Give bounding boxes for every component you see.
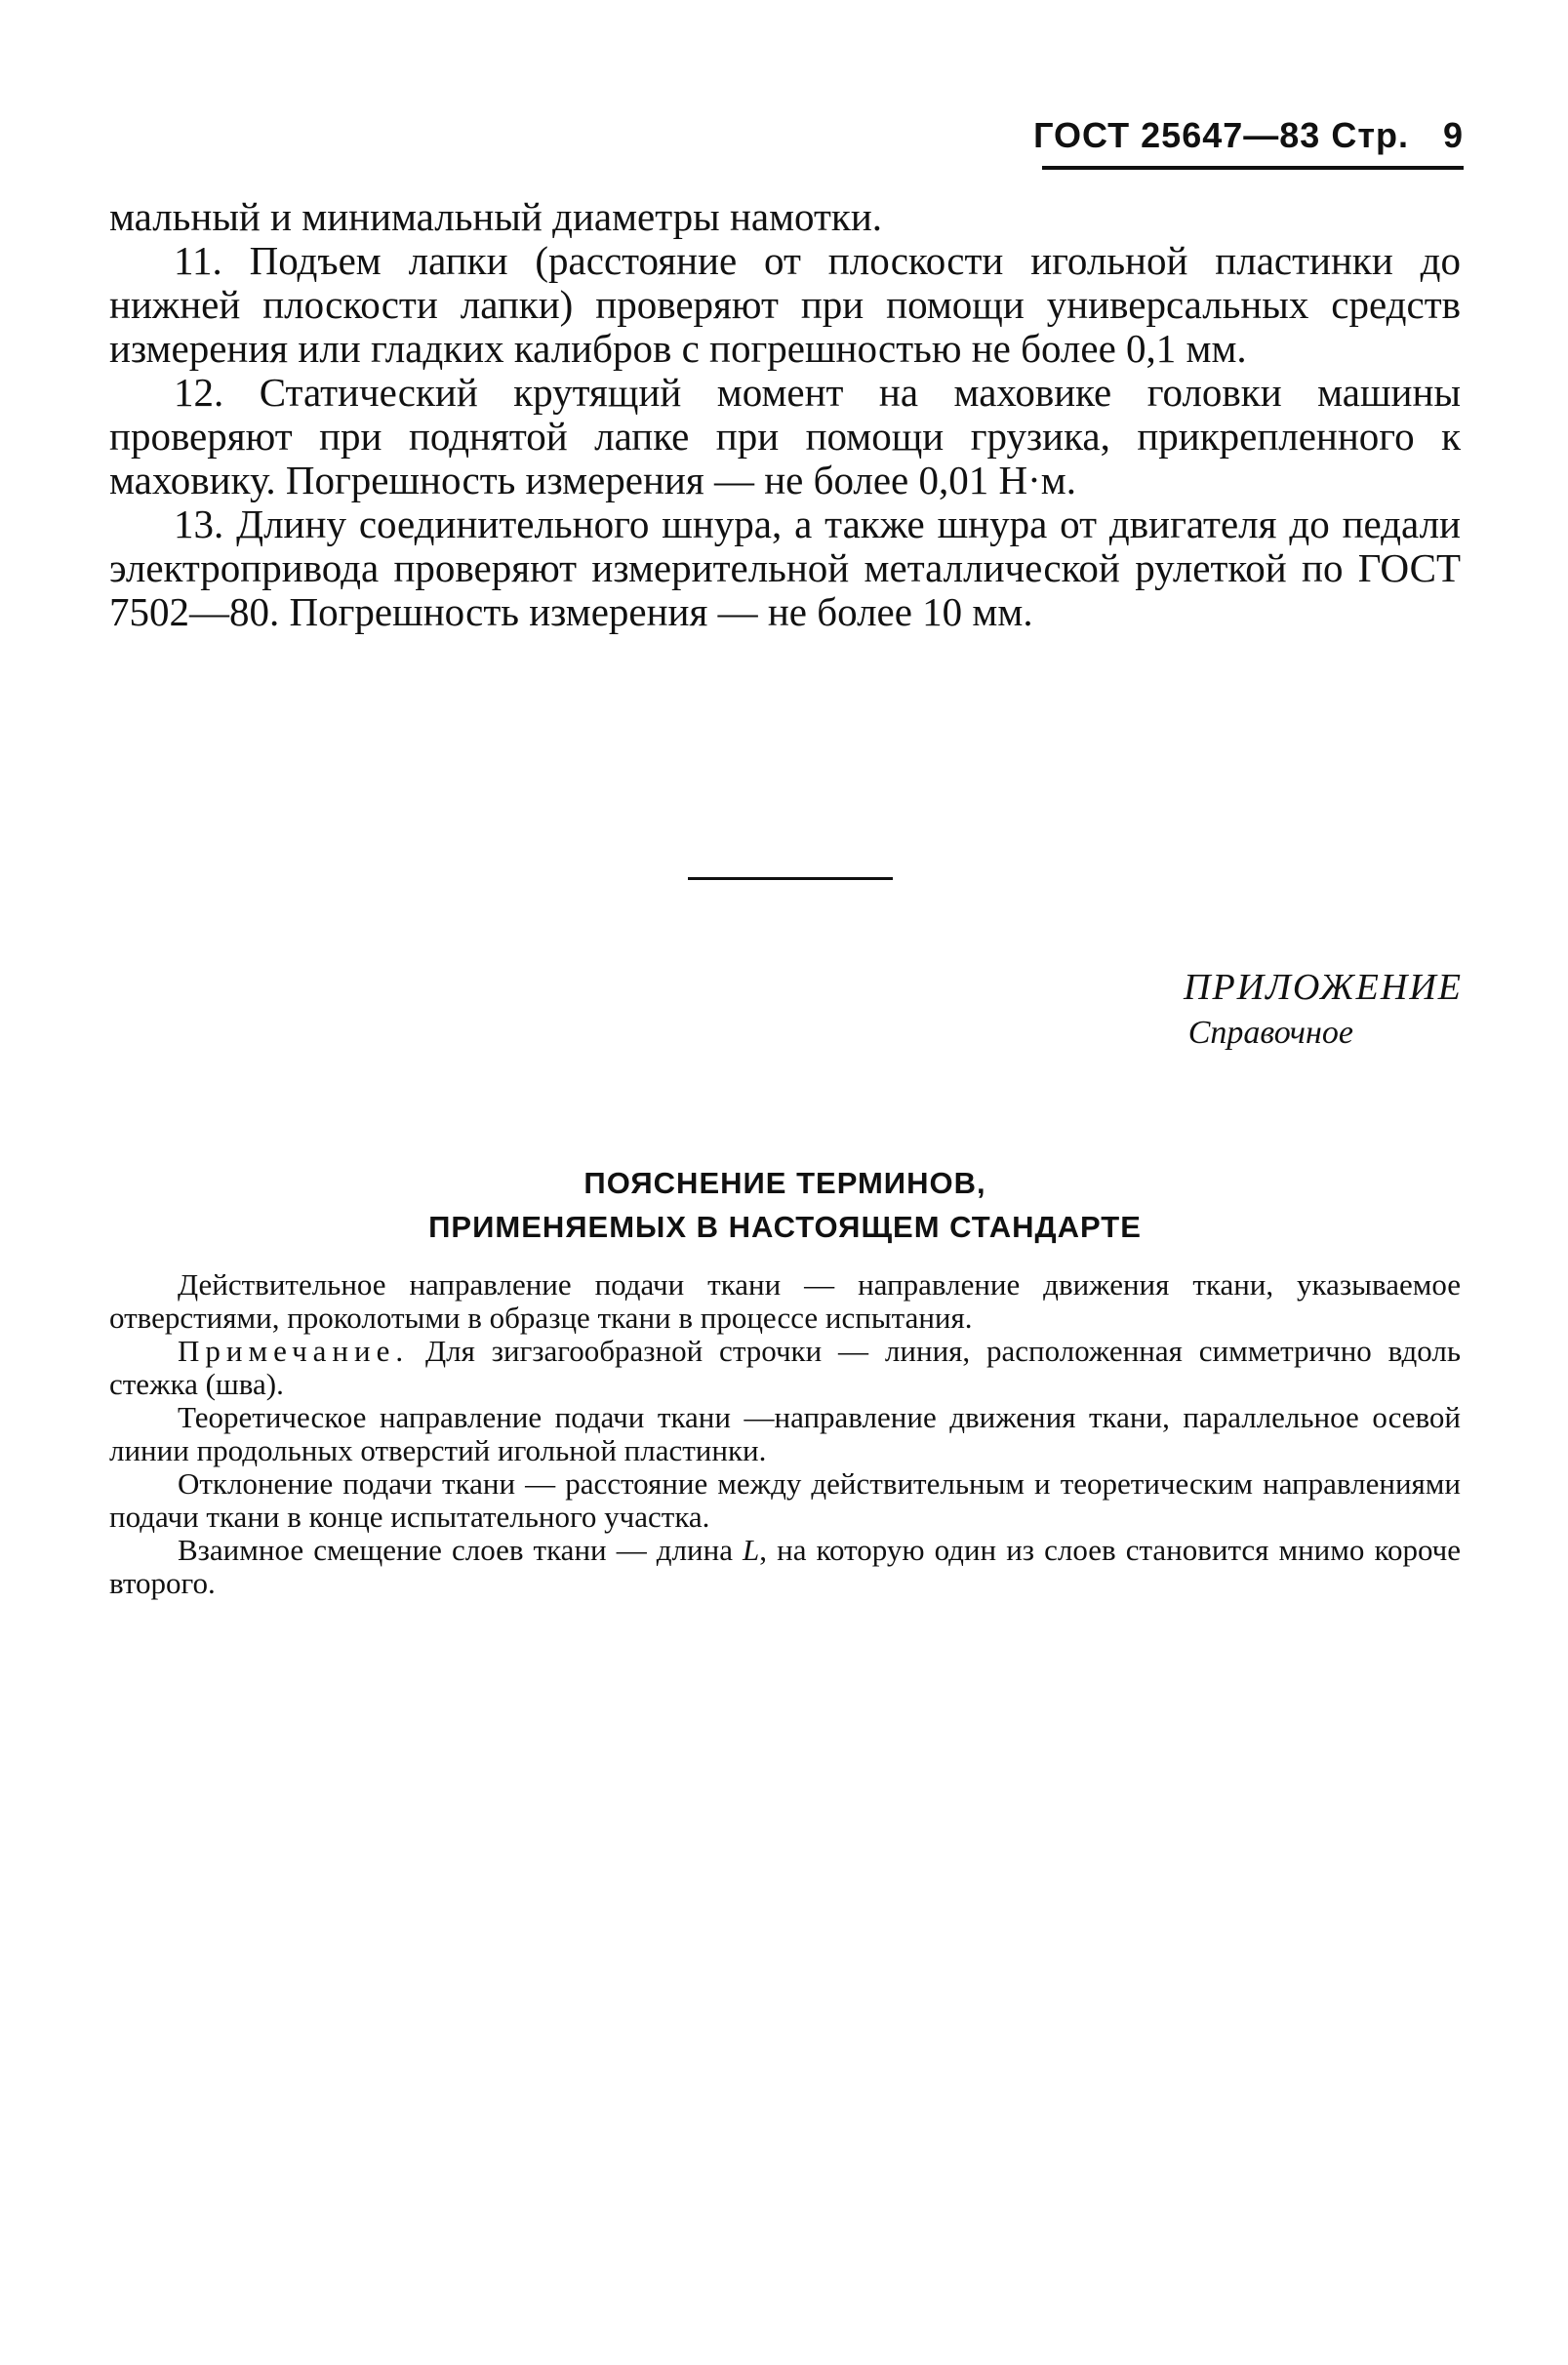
header-rule xyxy=(1042,166,1464,170)
terms-list xyxy=(109,1268,1461,1600)
term-layer-shift xyxy=(109,1534,1461,1600)
standard-number: ГОСТ 25647—83 xyxy=(1033,115,1321,155)
term-theoretical-direction: Теоретическое направление подачи ткани —направление движения ткани, параллельное осевой линии продольных отверстий игольной пластинки. xyxy=(109,1400,1461,1467)
term-deviation: Отклонение подачи ткани — расстояние между действительным и теоретическим направлениями подачи ткани в конце испытательного участка. xyxy=(109,1466,1461,1534)
section-separator xyxy=(688,877,893,880)
page-header xyxy=(1033,115,1464,156)
paragraph-continuation: мальный и минимальный диаметры намотки. xyxy=(109,194,883,239)
layer-shift-part-1: Взаимное смещение слоев ткани — длина xyxy=(178,1533,733,1567)
layer-shift-variable: L xyxy=(743,1533,760,1567)
page-number: 9 xyxy=(1442,115,1464,155)
layer-shift-part-2: , на которую один из слоев становится мнимо короче второго. xyxy=(109,1533,1461,1600)
appendix-title: ПРИЛОЖЕНИЕ xyxy=(1184,967,1463,1008)
term-note xyxy=(109,1335,1461,1401)
note-text: Для зигзагообразной строчки — линия, расположенная симметрично вдоль стежка (шва). xyxy=(109,1334,1461,1401)
appendix-subtitle: Справочное xyxy=(1187,1015,1353,1051)
terms-heading-line-1: ПОЯСНЕНИЕ ТЕРМИНОВ, xyxy=(583,1166,986,1200)
body-text xyxy=(109,195,1461,634)
note-label: Примечание. xyxy=(178,1334,410,1368)
terms-heading-line-2: ПРИМЕНЯЕМЫХ В НАСТОЯЩЕМ СТАНДАРТЕ xyxy=(428,1210,1142,1244)
paragraph-11: 11. Подъем лапки (расстояние от плоскости игольной пластинки до нижней плоскости лапки) проверяют при помощи универсальных средств измерения или гладких калибров с погрешностью не более 0,1 мм. xyxy=(109,238,1461,371)
paragraph-13: 13. Длину соединительного шнура, а также шнура от двигателя до педали электропривода проверяют измерительной металлической рулеткой по ГОСТ 7502—80. Погрешность измерения — не более 10 мм. xyxy=(109,501,1461,634)
paragraph-12: 12. Статический крутящий момент на маховике головки машины проверяют при поднятой лапке при помощи грузика, прикрепленного к маховику. Погрешность измерения — не более 0,01 Н·м. xyxy=(109,370,1461,502)
page-label: Стр. xyxy=(1331,115,1409,155)
terms-heading xyxy=(109,1161,1461,1249)
term-actual-direction: Действительное направление подачи ткани — направление движения ткани, указываемое отверстиями, проколотыми в образце ткани в процессе испытания. xyxy=(109,1267,1461,1335)
